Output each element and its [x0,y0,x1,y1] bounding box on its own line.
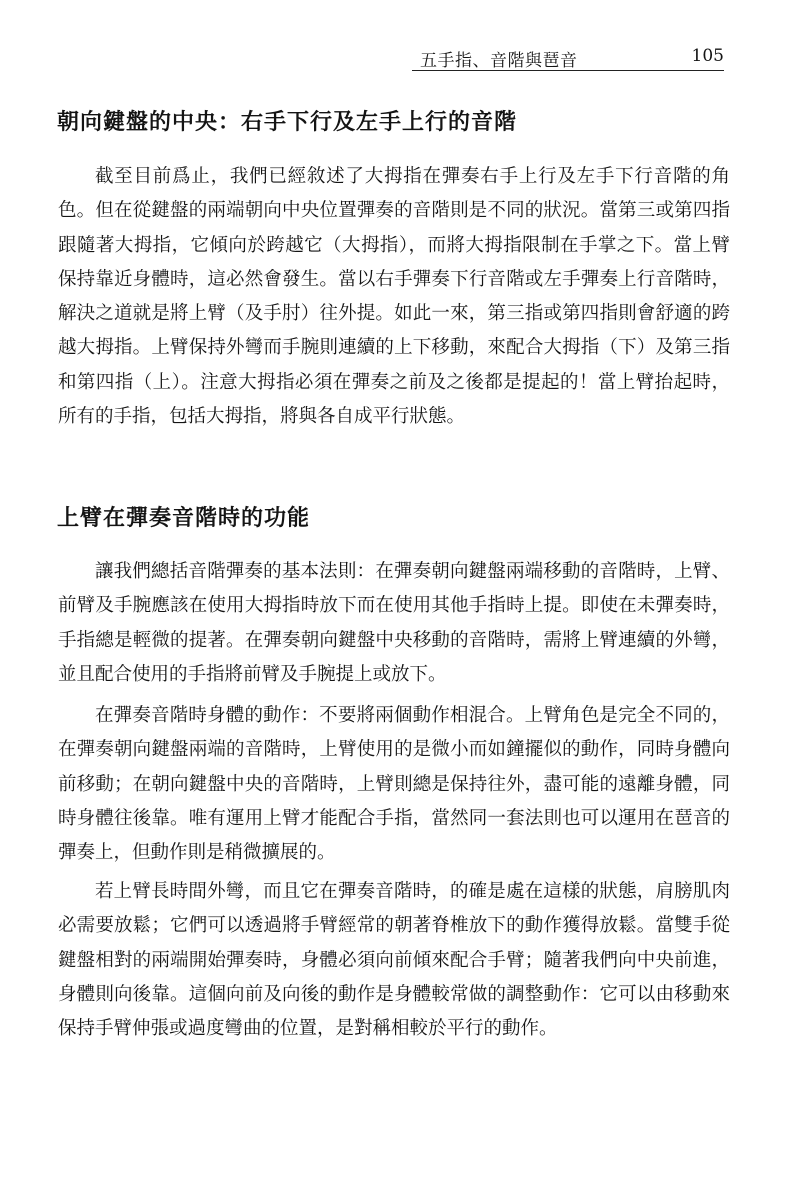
section-heading-upper-arm: 上臂在彈奏音階時的功能 [57,505,311,531]
page-number: 105 [691,46,724,66]
body-paragraph: 在彈奏音階時身體的動作：不要將兩個動作相混合。上臂角色是完全不同的，在彈奏朝向鍵盤兩端的音階時，上臂使用的是微小而如鐘擺似的動作，同時身體向前移動；在朝向鍵盤中央的音階時，上臂則總是保持往外，盡可能的遠離身體，同時身體往後靠。唯有運用上臂才能配合手指，當然同一套法則也可以運用在琶音的彈奏上，但動作則是稍微擴展的。 [58,705,730,864]
body-paragraph: 讓我們總括音階彈奏的基本法則：在彈奏朝向鍵盤兩端移動的音階時，上臂、前臂及手腕應該在使用大拇指時放下而在使用其他手指時上提。即使在未彈奏時，手指總是輕微的提著。在彈奏朝向鍵盤中央移動的音階時，需將上臂連續的外彎，並且配合使用的手指將前臂及手腕提上或放下。 [58,561,730,685]
section-heading-center-scales: 朝向鍵盤的中央：右手下行及左手上行的音階 [57,109,518,135]
running-header [412,44,724,71]
body-paragraph: 截至目前爲止，我們已經敘述了大拇指在彈奏右手上行及左手下行音階的角色。但在從鍵盤的兩端朝向中央位置彈奏的音階則是不同的狀況。當第三或第四指跟隨著大拇指，它傾向於跨越它（大拇指），而將大拇指限制在手掌之下。當上臂保持靠近身體時，這必然會發生。當以右手彈奏下行音階或左手彈奏上行音階時，解決之道就是將上臂（及手肘）往外提。如此一來，第三指或第四指則會舒適的跨越大拇指。上臂保持外彎而手腕則連續的上下移動，來配合大拇指（下）及第三指和第四指（上）。注意大拇指必須在彈奏之前及之後都是提起的！當上臂抬起時，所有的手指，包括大拇指，將與各自成平行狀態。 [58,166,730,428]
running-title: 五手指、音階與琶音 [420,51,578,71]
body-paragraph: 若上臂長時間外彎，而且它在彈奏音階時，的確是處在這樣的狀態，肩膀肌肉必需要放鬆；它們可以透過將手臂經常的朝著脊椎放下的動作獲得放鬆。當雙手從鍵盤相對的兩端開始彈奏時，身體必須向前傾來配合手臂；隨著我們向中央前進，身體則向後靠。這個向前及向後的動作是身體較常做的調整動作：它可以由移動來保持手臂伸張或過度彎曲的位置，是對稱相較於平行的動作。 [58,881,730,1040]
